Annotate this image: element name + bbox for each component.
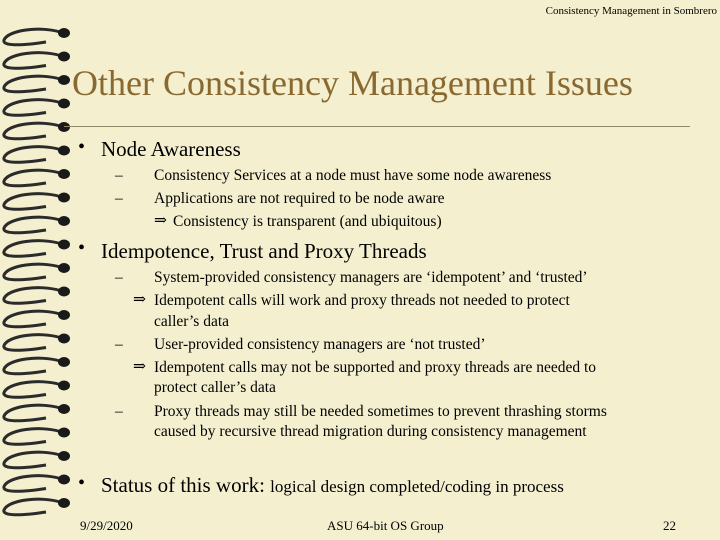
binding-ring — [4, 429, 60, 445]
binding-ring — [4, 358, 60, 374]
list-item: caused by recursive thread migration during consistency management — [154, 423, 587, 440]
binding-hole — [58, 334, 70, 344]
slide-title: Other Consistency Management Issues — [72, 63, 633, 103]
binding-hole — [58, 122, 70, 132]
spiral-binding — [0, 20, 80, 520]
binding-hole — [58, 52, 70, 62]
binding-ring — [4, 476, 60, 492]
dash-icon: – — [115, 190, 123, 207]
status-detail: logical design completed/coding in process — [270, 477, 564, 496]
implies-arrow-icon: ⇒ — [133, 358, 146, 375]
footer-date: 9/29/2020 — [80, 518, 133, 533]
implies-arrow-icon: ⇒ — [154, 212, 167, 229]
bullet-icon: • — [78, 237, 86, 259]
binding-hole — [58, 240, 70, 250]
binding-hole — [58, 146, 70, 156]
binding-ring — [4, 335, 60, 351]
binding-ring — [4, 53, 60, 69]
binding-ring — [4, 288, 60, 304]
title-divider — [64, 126, 690, 127]
binding-ring — [4, 452, 60, 468]
list-item: Consistency is transparent (and ubiquitous) — [173, 213, 442, 230]
binding-ring — [4, 217, 60, 233]
binding-hole — [58, 193, 70, 203]
dash-icon: – — [115, 167, 123, 184]
list-item: Idempotent calls may not be supported and proxy threads are needed to — [154, 359, 597, 376]
section-heading-status — [101, 473, 564, 498]
binding-hole — [58, 216, 70, 226]
binding-hole — [58, 287, 70, 297]
list-item: Consistency Services at a node must have some node awareness — [154, 167, 552, 184]
binding-ring — [4, 382, 60, 398]
binding-hole — [58, 310, 70, 320]
binding-ring — [4, 499, 60, 515]
binding-hole — [58, 498, 70, 508]
binding-hole — [58, 75, 70, 85]
binding-rings — [4, 28, 70, 515]
binding-hole — [58, 357, 70, 367]
section-heading-node-awareness: Node Awareness — [101, 137, 241, 161]
list-item: Proxy threads may still be needed sometimes to prevent thrashing storms — [154, 403, 607, 420]
section-heading-idempotence: Idempotence, Trust and Proxy Threads — [101, 239, 427, 263]
binding-hole — [58, 428, 70, 438]
page-number: 22 — [663, 518, 676, 533]
dash-icon: – — [115, 336, 123, 353]
binding-hole — [58, 169, 70, 179]
binding-hole — [58, 99, 70, 109]
implies-arrow-icon: ⇒ — [133, 291, 146, 308]
binding-ring — [4, 311, 60, 327]
dash-icon: – — [115, 269, 123, 286]
binding-ring — [4, 170, 60, 186]
bullet-icon: • — [78, 472, 86, 494]
binding-hole — [58, 263, 70, 273]
slide-header: Consistency Management in Sombrero — [545, 5, 717, 17]
list-item: protect caller’s data — [154, 379, 276, 396]
list-item: Idempotent calls will work and proxy threads not needed to protect — [154, 292, 570, 309]
list-item: Applications are not required to be node aware — [154, 190, 445, 207]
binding-ring — [4, 100, 60, 116]
binding-hole — [58, 381, 70, 391]
dash-icon: – — [115, 403, 123, 420]
binding-hole — [58, 451, 70, 461]
binding-hole — [58, 28, 70, 38]
binding-ring — [4, 264, 60, 280]
binding-hole — [58, 475, 70, 485]
bullet-icon: • — [78, 136, 86, 158]
list-item: caller’s data — [154, 313, 230, 330]
list-item: System-provided consistency managers are ‘idempotent’ and ‘trusted’ — [154, 269, 588, 286]
binding-ring — [4, 29, 60, 45]
status-label: Status of this work: — [101, 473, 265, 497]
binding-ring — [4, 405, 60, 421]
binding-ring — [4, 241, 60, 257]
binding-ring — [4, 194, 60, 210]
binding-ring — [4, 147, 60, 163]
binding-hole — [58, 404, 70, 414]
binding-ring — [4, 123, 60, 139]
binding-ring — [4, 76, 60, 92]
footer-center: ASU 64-bit OS Group — [327, 518, 444, 533]
list-item: User-provided consistency managers are ‘not trusted’ — [154, 336, 486, 353]
